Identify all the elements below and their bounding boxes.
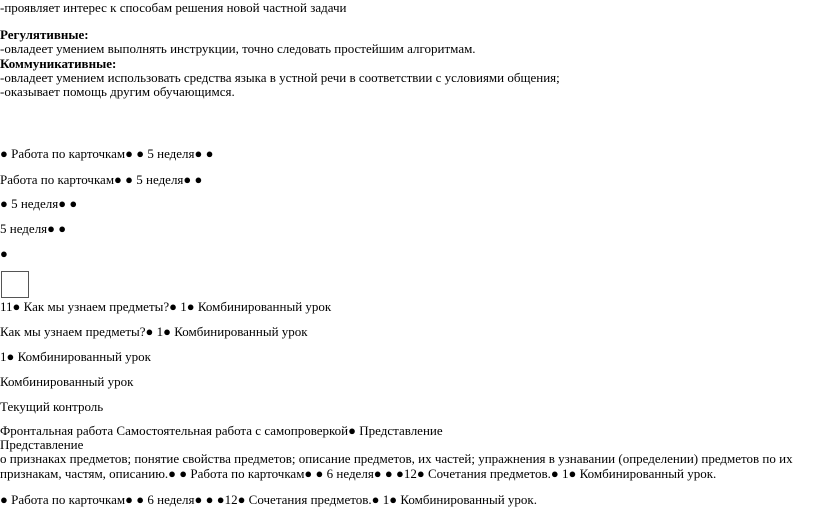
row-bullet: ●	[0, 246, 8, 261]
empty-cell-box	[1, 271, 29, 298]
outcome-instructions-line: -овладеет умением выполнять инструкции, точно следовать простейшим алгоритмам.	[0, 41, 476, 56]
row-cards-week6: ● Работа по карточкам● ● 6 неделя● ● ●12● Сочетания предметов.● 1● Комбинированный урок.	[0, 492, 537, 507]
row-combined-lesson-a: 1● Комбинированный урок	[0, 349, 151, 364]
row-current-control: Текущий контроль	[0, 399, 104, 414]
row-presentation: Представление	[0, 437, 84, 452]
row-cards-week5-b: Работа по карточкам● ● 5 неделя● ●	[0, 172, 203, 187]
row-lesson-11-a: 11● Как мы узнаем предметы?● 1● Комбинированный урок	[0, 299, 332, 314]
row-week5-a: ● 5 неделя● ●	[0, 196, 78, 211]
row-combined-lesson-b: Комбинированный урок	[0, 374, 134, 389]
row-lesson-11-b: Как мы узнаем предметы?● 1● Комбинированный урок	[0, 324, 308, 339]
row-object-properties: о признаках предметов; понятие свойства предметов; описание предметов, их частей; упражнения в узнавании (определении) предметов по их признакам, частям, описанию.● ● Работа по карточкам● ● 6 неделя● ● ●12● Сочетания предметов.● 1● Комбинированный урок.	[0, 451, 793, 481]
heading-communicative: Коммуникативные:	[0, 56, 117, 71]
outcome-help-line: -оказывает помощь другим обучающимся.	[0, 84, 235, 99]
outcome-interest-line: -проявляет интерес к способам решения новой частной задачи	[0, 0, 347, 15]
heading-regulative: Регулятивные:	[0, 27, 89, 42]
outcome-speech-line: -овладеет умением использовать средства языка в устной речи в соответствии с условиями общения;	[0, 70, 560, 85]
row-frontal-work: Фронтальная работа Самостоятельная работа с самопроверкой● Представление	[0, 423, 443, 438]
row-week5-b: 5 неделя● ●	[0, 221, 67, 236]
row-cards-week5-a: ● Работа по карточкам● ● 5 неделя● ●	[0, 146, 214, 161]
